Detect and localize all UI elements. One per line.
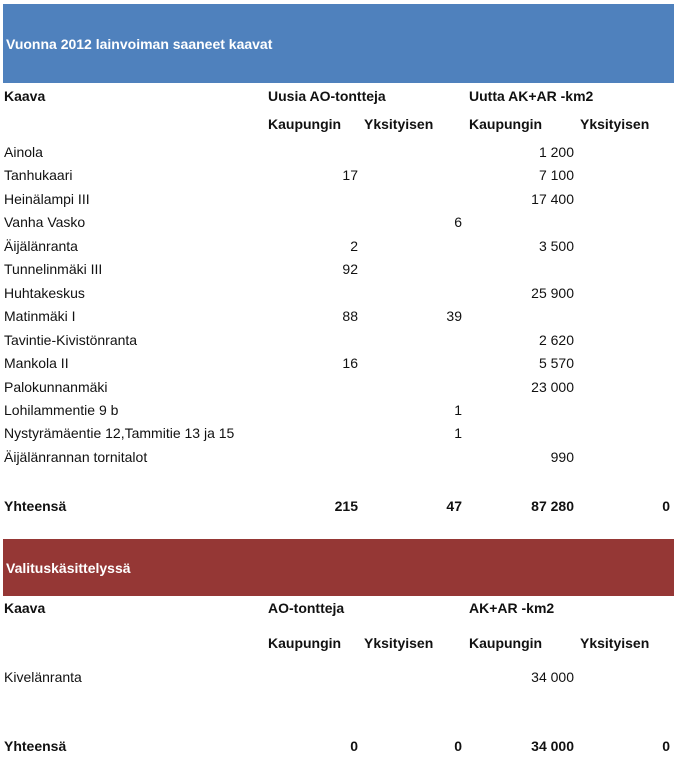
section1-total-ao-yksityisen: 47 — [446, 498, 462, 514]
kaava-cell: Mankola II — [4, 355, 69, 372]
kaava-cell: Vanha Vasko — [4, 214, 86, 231]
kaava-cell: Ainola — [4, 144, 43, 160]
section2-total-ao-kaupungin: 0 — [350, 738, 358, 754]
section1-sub-yksityisen-2: Yksityisen — [580, 116, 650, 132]
kaava-cell: Palokunnanmäki — [4, 378, 108, 395]
section2-total-label: Yhteensä — [4, 738, 67, 754]
ao-kaupungin-cell: 17 — [342, 167, 358, 184]
kaava-cell: Kivelänranta — [4, 669, 82, 685]
section1-total-ak-yksityisen: 0 — [662, 498, 670, 514]
section2-sub-yksityisen-2: Yksityisen — [580, 635, 650, 651]
section1-title: Vuonna 2012 lainvoiman saaneet kaavat — [6, 35, 273, 52]
ak-kaupungin-cell: 34 000 — [531, 669, 574, 685]
section1-total-label: Yhteensä — [4, 498, 67, 514]
ao-kaupungin-cell: 16 — [342, 355, 358, 372]
ak-kaupungin-cell: 2 620 — [538, 331, 574, 348]
section1-total-ao-kaupungin: 215 — [334, 498, 358, 514]
kaava-cell: Huhtakeskus — [4, 284, 85, 301]
ak-kaupungin-cell: 3 500 — [538, 237, 574, 254]
section2-group-ak: AK+AR -km2 — [469, 600, 555, 616]
ao-kaupungin-cell: 88 — [342, 308, 358, 325]
ao-kaupungin-cell: 92 — [342, 261, 358, 278]
kaava-cell: Nystyrämäentie 12,Tammitie 13 ja 15 — [4, 425, 235, 442]
kaava-cell: Heinälampi III — [4, 190, 90, 207]
ak-kaupungin-cell: 7 100 — [538, 167, 574, 184]
section1-total-ak-kaupungin: 87 280 — [531, 498, 574, 514]
kaava-cell: Tavintie-Kivistönranta — [4, 331, 138, 348]
ao-yksityisen-cell: 39 — [446, 308, 462, 325]
section1-banner — [3, 4, 674, 83]
section2-col-kaava: Kaava — [4, 600, 46, 616]
kaava-cell: Lohilammentie 9 b — [4, 401, 119, 418]
section2-banner — [3, 539, 674, 596]
section1-sub-kaupungin-2: Kaupungin — [469, 116, 543, 132]
section1-group-ao: Uusia AO-tontteja — [268, 88, 386, 104]
ak-kaupungin-cell: 5 570 — [538, 355, 574, 372]
ak-kaupungin-cell: 17 400 — [531, 190, 574, 207]
section2-title: Valituskäsittelyssä — [6, 559, 131, 576]
section2-total-ak-kaupungin: 34 000 — [531, 738, 574, 754]
section1-sub-yksityisen-1: Yksityisen — [364, 116, 434, 132]
section1-group-ak: Uutta AK+AR -km2 — [469, 88, 594, 104]
ak-kaupungin-cell: 1 200 — [538, 144, 574, 160]
ao-kaupungin-cell: 2 — [350, 237, 358, 254]
ak-kaupungin-cell: 23 000 — [531, 378, 574, 395]
kaava-cell: Tunnelinmäki III — [4, 261, 103, 278]
ao-yksityisen-cell: 6 — [454, 214, 462, 231]
section2-total-ao-yksityisen: 0 — [454, 738, 462, 754]
section2-total-ak-yksityisen: 0 — [662, 738, 670, 754]
kaava-cell: Tanhukaari — [4, 167, 73, 184]
section2-sub-kaupungin-1: Kaupungin — [268, 635, 342, 651]
section2-sub-yksityisen-1: Yksityisen — [364, 635, 434, 651]
kaava-cell: Äijälänrannan tornitalot — [4, 448, 148, 465]
ao-yksityisen-cell: 1 — [454, 401, 462, 418]
ao-yksityisen-cell: 1 — [454, 425, 462, 442]
kaava-cell: Matinmäki I — [4, 308, 76, 325]
ak-kaupungin-cell: 25 900 — [531, 284, 574, 301]
section1-col-kaava: Kaava — [4, 88, 46, 104]
section2-group-ao: AO-tontteja — [268, 600, 345, 616]
section1-sub-kaupungin-1: Kaupungin — [268, 116, 342, 132]
ak-kaupungin-cell: 990 — [550, 448, 574, 465]
kaava-cell: Äijälänranta — [4, 237, 78, 254]
section2-sub-kaupungin-2: Kaupungin — [469, 635, 543, 651]
